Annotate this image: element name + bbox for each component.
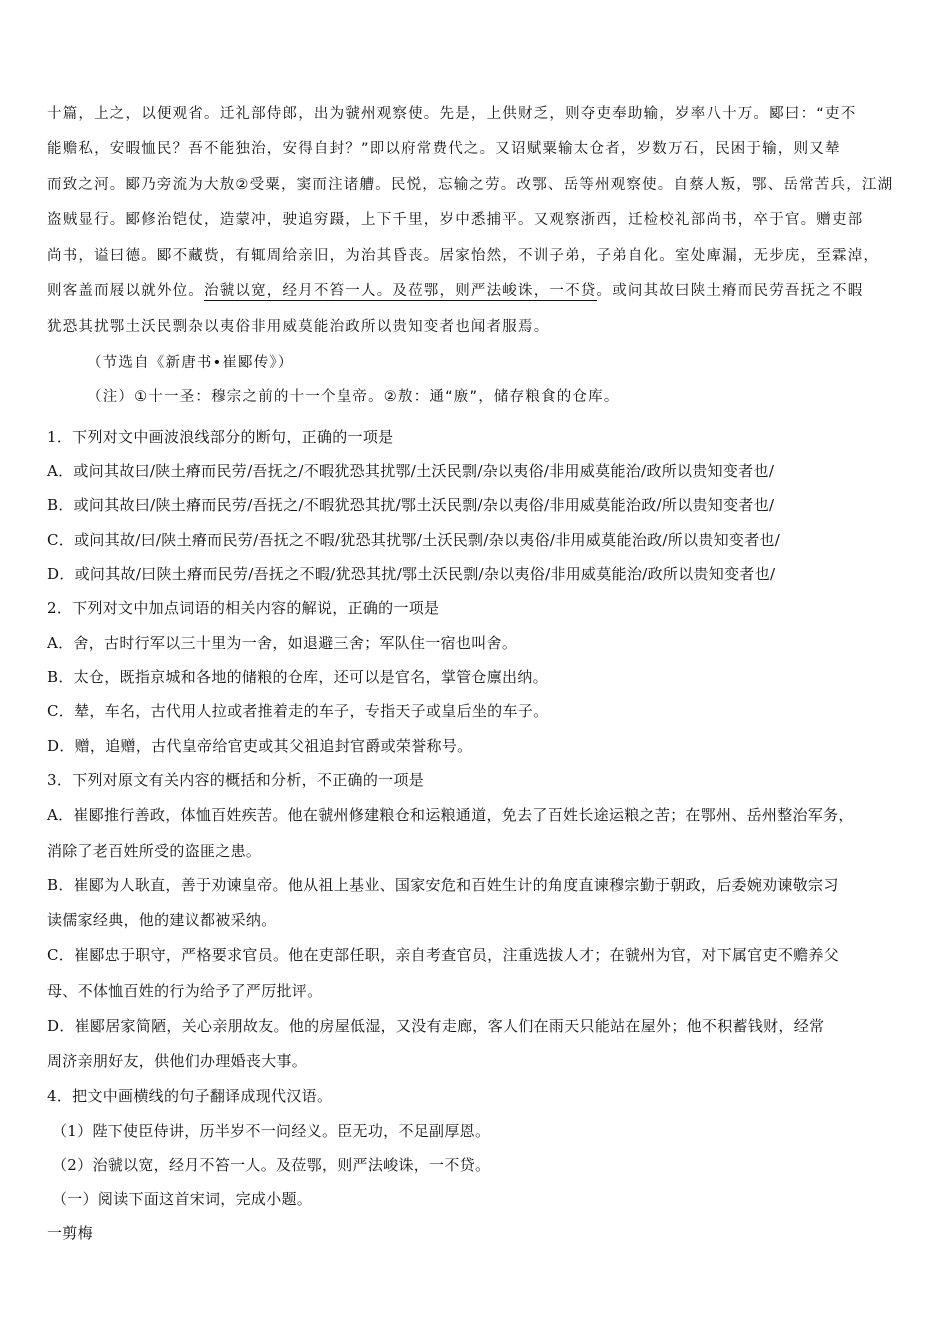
passage-line-5: 尚书，谥曰德。郾不藏赀，有辄周给亲旧，为治其昏丧。居家怡然，不训子弟，子弟自化。室处庳漏，无步庑，至霖淖， (47, 248, 880, 264)
passage-line-3: 而致之河。郾乃旁流为大敖②受粟，窦而注诸艚。民悦，忘输之劳。改鄂、岳等州观察使。自蔡人叛，鄂、岳常苦兵，江湖 (47, 177, 894, 193)
underlined-sentence: 治虢以宽，经月不笞一人。及莅鄂，则严法峻诛，一不贷 (204, 283, 597, 299)
question-3-option-d-line-1: D．崔郾居家简陋，关心亲朋故友。他的房屋低湿，又没有走廊，客人们在雨天只能站在屋外；他不积蓄钱财，经常 (47, 1017, 825, 1035)
question-2-stem: 2．下列对文中加点词语的相关内容的解说，正确的一项是 (47, 599, 440, 617)
question-3-stem: 3．下列对原文有关内容的概括和分析，不正确的一项是 (47, 771, 425, 789)
question-1-option-b: B．或问其故曰/陕土瘠而民劳/吾抚之/不暇犹恐其扰/鄂土沃民剽/杂以夷俗/非用威莫能治政/所以贵知变者也/ (47, 496, 775, 514)
question-3-option-b-line-1: B．崔郾为人耿直，善于劝谏皇帝。他从祖上基业、国家安危和百姓生计的角度直谏穆宗勤于朝政，后委婉劝谏敬宗习 (47, 876, 839, 894)
source-citation: （节选自《新唐书•崔郾传》） (87, 355, 294, 371)
question-4-sentence-1: （1）陛下使臣侍讲，历半岁不一问经义。臣无功，不足副厚恩。 (52, 1122, 491, 1140)
question-2-option-b: B．太仓，既指京城和各地的储粮的仓库，还可以是官名，掌管仓廪出纳。 (47, 668, 548, 686)
question-1-option-c: C．或问其故/曰/陕土瘠而民劳/吾抚之不暇/犹恐其扰鄂/土沃民剽/杂以夷俗/非用威莫能治政/所以贵知变者也/ (47, 531, 781, 549)
question-1-option-d: D．或问其故/曰陕土瘠而民劳/吾抚之不暇/犹恐其扰/鄂土沃民剽/杂以夷俗/非用威莫能治/政所以贵知变者也/ (47, 565, 776, 583)
poem-title: 一剪梅 (47, 1224, 93, 1242)
question-2-option-d: D．赠，追赠，古代皇帝给官吏或其父祖追封官爵或荣誉称号。 (47, 737, 473, 755)
passage-line-1: 十篇，上之，以便观省。迁礼部侍郎，出为虢州观察使。先是，上供财乏，则夺吏奉助输，岁率八十万。郾曰：“吏不 (47, 106, 857, 122)
question-4-sentence-2: （2）治虢以宽，经月不笞一人。及莅鄂，则严法峻诛，一不贷。 (52, 1156, 491, 1174)
question-3-option-a-line-2: 消除了老百姓所受的盗匪之患。 (47, 842, 262, 860)
question-3-option-a-line-1: A．崔郾推行善政，体恤百姓疾苦。他在虢州修建粮仓和运粮通道，免去了百姓长途运粮之苦；在鄂州、岳州整治军务， (47, 806, 854, 824)
question-2-option-a: A．舍，古时行军以三十里为一舍，如退避三舍；军队住一宿也叫舍。 (47, 634, 518, 652)
passage-line-4: 盗贼显行。郾修治铠仗，造蒙冲，驶追穷蹑，上下千里，岁中悉捕平。又观察浙西，迁检校礼部尚书，卒于官。赠吏部 (47, 212, 864, 228)
question-1-option-a: A．或问其故曰/陕土瘠而民劳/吾抚之/不暇犹恐其扰鄂/土沃民剽/杂以夷俗/非用威莫能治/政所以贵知变者也/ (47, 462, 775, 480)
question-3-option-d-line-2: 周济亲朋好友，供他们办理婚丧大事。 (47, 1052, 308, 1070)
passage-line-6-post: 。或问其故曰陕土瘠而民劳吾抚之不暇 (596, 283, 864, 299)
passage-line-6 (47, 280, 863, 302)
question-3-option-c-line-2: 母、不体恤百姓的行为给予了严厉批评。 (47, 982, 323, 1000)
question-3-option-b-line-2: 读儒家经典，他的建议都被采纳。 (47, 911, 277, 929)
question-4-stem: 4．把文中画横线的句子翻译成现代汉语。 (47, 1087, 333, 1105)
question-2-option-c: C．辇，车名，古代用人拉或者推着走的车子，专指天子或皇后坐的车子。 (47, 702, 549, 720)
passage-line-2: 能赡私，安暇恤民？吾不能独治，安得自封？”即以府常费代之。又诏赋粟输太仓者，岁数万石，民困于输，则又辇 (47, 141, 841, 157)
question-1-stem: 1．下列对文中画波浪线部分的断句，正确的一项是 (47, 428, 394, 446)
annotation-note: （注）①十一圣：穆宗之前的十一个皇帝。②敖：通“廒”，储存粮食的仓库。 (87, 389, 620, 405)
question-3-option-c-line-1: C．崔郾忠于职守，严格要求官员。他在吏部任职，亲自考查官员，注重选拔人才；在虢州为官，对下属官吏不赡养父 (47, 946, 840, 964)
section-heading: （一）阅读下面这首宋词，完成小题。 (52, 1190, 313, 1208)
passage-line-7: 犹恐其扰鄂土沃民剽杂以夷俗非用威莫能治政所以贵知变者也闻者服焉。 (47, 319, 550, 335)
passage-line-6-pre: 则客盖而屐以就外位。 (47, 283, 204, 299)
